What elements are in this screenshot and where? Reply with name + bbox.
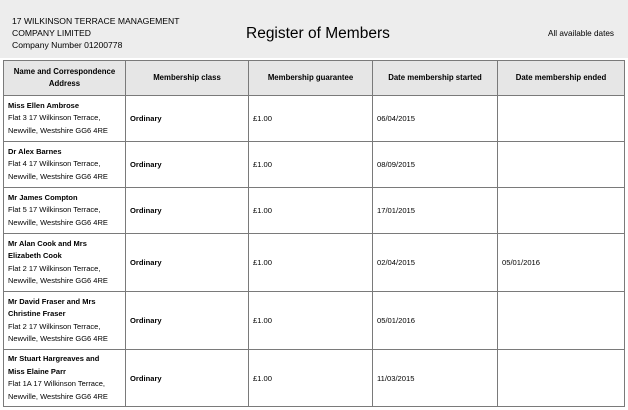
member-name-address-cell	[4, 96, 126, 142]
membership-guarantee-cell: £1.00	[249, 142, 373, 188]
members-table-body	[4, 96, 625, 407]
table-row	[4, 234, 625, 292]
member-name-address-cell	[4, 350, 126, 407]
date-ended-cell	[498, 96, 625, 142]
column-header-date-ended: Date membership ended	[498, 61, 625, 96]
table-header-row	[4, 61, 625, 96]
member-name: Mr Stuart Hargreaves and	[8, 354, 100, 363]
membership-guarantee-cell: £1.00	[249, 350, 373, 407]
membership-class-cell: Ordinary	[126, 142, 249, 188]
date-started-cell: 11/03/2015	[373, 350, 498, 407]
date-started-cell: 02/04/2015	[373, 234, 498, 292]
member-name-address-cell	[4, 292, 126, 350]
member-address-line: Flat 2 17 Wilkinson Terrace,	[8, 321, 101, 331]
date-started-cell: 06/04/2015	[373, 96, 498, 142]
member-name-address-cell	[4, 234, 126, 292]
member-address-line: Newville, Westshire GG6 4RE	[8, 391, 108, 401]
date-ended-cell	[498, 350, 625, 407]
table-row	[4, 142, 625, 188]
member-address-line: Flat 5 17 Wilkinson Terrace,	[8, 205, 101, 215]
table-row	[4, 188, 625, 234]
member-name: Elizabeth Cook	[8, 251, 62, 260]
member-address-line: Flat 4 17 Wilkinson Terrace,	[8, 159, 101, 169]
date-filter-label: All available dates	[548, 29, 614, 38]
member-name: Christine Fraser	[8, 309, 66, 318]
member-name-address-cell	[4, 142, 126, 188]
member-name: Mr James Compton	[8, 192, 78, 202]
membership-guarantee-cell: £1.00	[249, 188, 373, 234]
member-address-line: Flat 3 17 Wilkinson Terrace,	[8, 113, 101, 123]
company-name-line-2: COMPANY LIMITED	[12, 28, 91, 38]
company-info	[12, 15, 179, 51]
member-address-line: Newville, Westshire GG6 4RE	[8, 217, 108, 227]
member-name: Miss Elaine Parr	[8, 366, 66, 376]
column-header-name-address: Name and Correspondence Address	[4, 61, 126, 96]
table-row	[4, 350, 625, 407]
company-number: Company Number 01200778	[12, 40, 123, 50]
member-address-line: Newville, Westshire GG6 4RE	[8, 334, 108, 343]
report-header	[0, 0, 628, 58]
member-name: Miss Ellen Ambrose	[8, 100, 79, 110]
membership-class-cell: Ordinary	[126, 234, 249, 292]
member-address-line: Newville, Westshire GG6 4RE	[8, 171, 108, 181]
column-header-date-started: Date membership started	[373, 61, 498, 96]
member-address-line: Flat 2 17 Wilkinson Terrace,	[8, 263, 101, 273]
date-ended-cell	[498, 142, 625, 188]
membership-class-cell: Ordinary	[126, 292, 249, 350]
column-header-membership-class: Membership class	[126, 61, 249, 96]
date-ended-cell	[498, 292, 625, 350]
member-address-line: Newville, Westshire GG6 4RE	[8, 276, 108, 285]
date-ended-cell: 05/01/2016	[498, 234, 625, 292]
member-address-line: Flat 1A 17 Wilkinson Terrace,	[8, 379, 105, 388]
member-name-address-cell	[4, 188, 126, 234]
date-started-cell: 08/09/2015	[373, 142, 498, 188]
column-header-membership-guarantee: Membership guarantee	[249, 61, 373, 96]
page-title: Register of Members	[246, 25, 390, 42]
membership-guarantee-cell: £1.00	[249, 96, 373, 142]
table-row	[4, 96, 625, 142]
membership-guarantee-cell: £1.00	[249, 234, 373, 292]
members-table	[3, 60, 625, 407]
membership-class-cell: Ordinary	[126, 96, 249, 142]
date-started-cell: 17/01/2015	[373, 188, 498, 234]
company-name-line-1: 17 WILKINSON TERRACE MANAGEMENT	[12, 16, 180, 26]
table-row	[4, 292, 625, 350]
member-name: Mr Alan Cook and Mrs	[8, 238, 87, 248]
membership-class-cell: Ordinary	[126, 350, 249, 407]
member-name: Mr David Fraser and Mrs	[8, 296, 96, 306]
membership-class-cell: Ordinary	[126, 188, 249, 234]
member-name: Dr Alex Barnes	[8, 146, 62, 156]
date-started-cell: 05/01/2016	[373, 292, 498, 350]
date-ended-cell	[498, 188, 625, 234]
member-address-line: Newville, Westshire GG6 4RE	[8, 125, 108, 135]
membership-guarantee-cell: £1.00	[249, 292, 373, 350]
